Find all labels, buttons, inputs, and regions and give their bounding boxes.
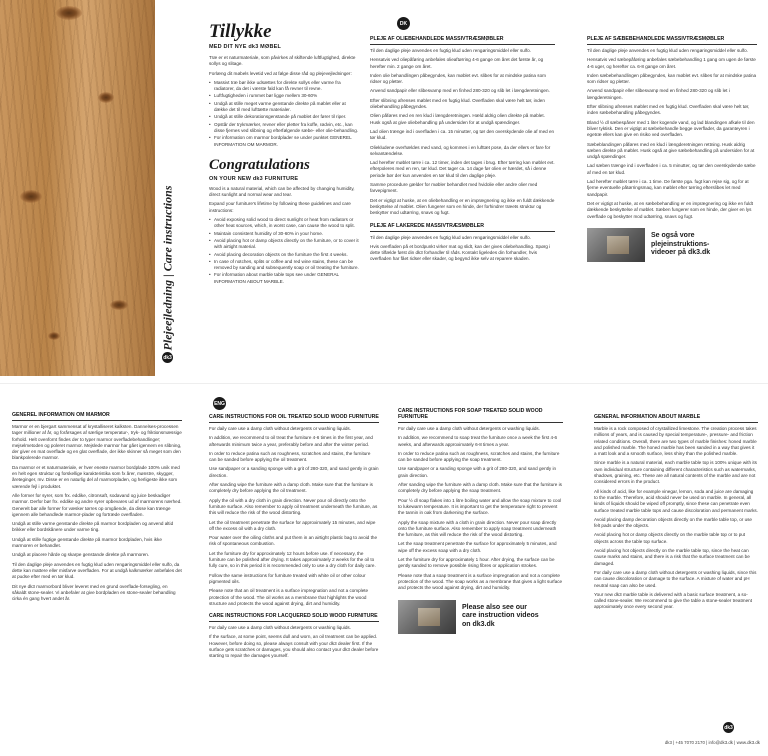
paragraph: Please note that an oil treatment is a surface impregnation and not a complete protection of the wood. The oil works as a membrane that highlights the wood structure and protects the wood against drying, dirt and humidity. (209, 588, 369, 606)
paragraph: After sanding wipe the furniture with a damp cloth. Make sure that the furniture is completely dry before applying the soap treatment. (398, 482, 562, 494)
title-tillykke: Tillykke (209, 21, 272, 42)
section-heading: PLEJE AF LAKEREDE MASSIVTRÆSMØBLER (370, 223, 555, 232)
section-heading: GENEREL INFORMATION OM MARMOR (12, 412, 182, 421)
paragraph: Apply the soap mixture with a cloth in grain direction. Never pour soap directly onto the furniture surface. Also remember to apply soap treatment underneath the furniture, as this will reduce the risk of the wood distorting. (398, 519, 557, 538)
paragraph: Apply the oil with a dry cloth in grain direction. Never pour oil directly onto the furniture surface. Also remember to apply oil treatment underneath the furniture, as this will reduce the risk of the wood distorting. (209, 497, 378, 516)
paragraph: Hvis overfladen på et bordpunkt virker mat og slidt, kan der gives oliebehandling. Spørg i dette tilfælde først din dk3 forhandler til råds. Kontakt ligeledes din forhandler, hvis overfladen har fået ridser eller skader, og begynd ikke selv at reparere skaden. (370, 243, 551, 262)
paragraph: Undgå at placere hårde og skarpe genstande direkte på marmoren. (12, 552, 150, 558)
spine-title: Plejeejledning | Care instructions (160, 185, 175, 351)
list-item: • Maintain consistent humidity of 30-60% in your home. (209, 231, 359, 237)
paragraph: Til den daglige pleje anvendes en fugtig klud uden rengøringsmiddel eller sulfo, da dette kan mattere eller misfarve overfladen. For at undgå kalkmærker anbefales det at pudse efter med en tør klud. (12, 561, 182, 580)
section-heading: CARE INSTRUCTIONS FOR SOAP TREATED SOLID WOOD FURNITURE (398, 408, 563, 423)
paragraph: Til den daglige pleje anvendes en fugtig klud uden rengøringsmiddel eller sulfo. (587, 48, 748, 53)
paragraph: For daily care use a damp cloth without detergents or washing liquids. (209, 426, 351, 431)
paragraph: Use sandpaper or a sanding sponge with a grit of 280-320, and sand gently in grain direction. (398, 466, 557, 478)
paragraph: Det er vigtigt at huske, at en oliebehandling er en imprægnering og ikke en fuldt dækkende beskyttelse af møblet. Olien fungerer som en hinde, der forhindrer træets struktur og beskytter mod udtørring, snavs og fugt. (370, 197, 555, 216)
paragraph: Pour water over the oiling cloths and put them in an airtight plastic bag to avoid the risk of spontaneous combustion. (209, 535, 378, 547)
paragraph: For daily care use a damp cloth without detergents or washing liquids. (209, 625, 351, 631)
list-item: • For information about marble table tops see under GENERAL INFORMATION ABOUT MARBLE. (209, 272, 359, 285)
paragraph: Avoid placing hot or damp objects directly on the marble table top or to put objects across the table top surface. (594, 532, 746, 544)
paragraph: After sanding wipe the furniture with a damp cloth. Make sure that the furniture is completely dry before applying the oil treatment. (209, 482, 373, 494)
paragraph: Since marble is a natural material, each marble table top is 100% unique with its own individual structure containing different characteristics such as watermarks, shadows, graining, etc. These are all natural contents of the marble and are not considered errors in the product. (594, 460, 757, 485)
paragraph: Lad herefter møblet tørre i ca. 12 timer, inden det tages i brug. Efter tørring kan møblet evt. efterpoleres med en ren, tør klud. Det tager ca. 14 dage før olien er hærdet, så i denne periode bør der kun anvendes en tør klud til den daglige pleje. (370, 160, 555, 178)
logo-badge: dk3 (162, 352, 173, 363)
eng-marble-column (594, 414, 758, 614)
list-item: • Opstår der trykmærker, revner eller pletter fra koffe, rødvin, etc., kan disse fjernes ved slibning og efterfølgende sæbe- eller olie-behandling. (209, 122, 359, 135)
paragraph: Let the soap treatment penetrate the surface for approximately 5 minutes, and wipe off the excess soap with a dry cloth. (398, 541, 557, 553)
dk-badge: DK (397, 17, 410, 30)
section-heading: GENERAL INFORMATION ABOUT MARBLE (594, 414, 758, 423)
paragraph: Da marmor er et naturmateriale, er hver eneste marmor bordplade 100% unik med en helt egen struktur og forskellige karakteristika som fx årer, mønstre, skygger, åreteginger, mv. Disse er en naturlig del af marmorpladen, og herligeste ikke som værende fejl i produktet. (12, 464, 180, 489)
list-item: • Avoid exposing solid wood to direct sunlight or heat from radiators or other heat sources, which, in worst case, can cause the wood to split. (209, 217, 359, 230)
paragraph: Sæbeblandingen påføres med en klud i længderetningen rettning. Husk aldrig sæben direkte på møblet. Husk også at give sæbebehandling på undersiden for at undgå spændinger. (587, 141, 755, 160)
footer-contact: dk3 | +45 7070 2170 | info@dk3.dk | www.dk3.dk (664, 740, 760, 745)
paragraph: Hensatvis ved oliepåføring anbefales olieaftørring 4-6 gange om året det første år, og herefter min. 2 gange om året. (370, 57, 544, 69)
paragraph: For daily care use a damp cloth without detergents or washing liquids. (398, 426, 540, 431)
list-item: • Undgå at stille dekorationsgenstande på møblet der fører til riper. (209, 114, 359, 120)
paragraph: Det er vigtigt at huske, at en sæbebehandling er en imprægnering og ikke en fuldt dækkende beskyttelse af møblet. Sæben fungerer som en hinde, der giver en lys overflade og beskytter mod udtørring, snavs og fugt. (587, 200, 753, 219)
list-item: • Avoid placing hot or damp objects directly on the furniture, or to cover it with airtight material. (209, 238, 359, 251)
paragraph: Pour ½ dl soap flakes into 1 litre boiling water and allow the soap mixture to cool to lukewarm temperature. It is important to get the temperature right to prevent the tannin in oak from darkening the surface. (398, 497, 562, 516)
paragraph: Expand your furniture's lifetime by following these guidelines and care instructions: (209, 201, 351, 213)
paragraph: For daily care use a damp cloth without detergents or washing liquids, since this can cause discoloration or damage to the surface. A mixture of water and pH neutral soap can also be used. (594, 569, 757, 588)
paragraph: If the surface, at some point, seems dull and worn, an oil treatment can be applied. However, before doing so, please always consult with your dk3 dealer first. If the surface gets scratches or damages, you should also contact your dk3 dealer before starting to repair the damages yourself. (209, 634, 379, 659)
title-congratulations: Congratulations (209, 156, 310, 173)
dk-oil-column (370, 36, 555, 266)
paragraph: Avoid placing damp decoration objects directly on the marble table top, or use felt pads under the objects. (594, 516, 752, 529)
video-caption: Se også vore plejeinstruktions-videoer på dk3.dk (651, 232, 711, 257)
list-item: • Undgå at stille meget varme genstande direkte på møblet eller at dække det til med lufttætte materialer. (209, 101, 359, 114)
paragraph: Follow the same instructions for furniture treated with white oil or other colour pigmented oils. (209, 572, 366, 584)
paragraph: Forlæng dit møbels levetid ved at følge disse råd og plejevejledninger: (209, 70, 352, 76)
paragraph: Til den daglige pleje anvendes en fugtig klud uden rengøringsmiddel eller sulfo. (370, 234, 531, 240)
dk-marble-column (12, 412, 182, 605)
wood-photo (0, 0, 155, 376)
paragraph: Inden sæbebehandlingen påbegyndes, kan møblet evt. slibes for at mindske patina som ridser og pletter. (587, 72, 757, 85)
paragraph: Inden olie behandlingen påbegyndes, kan møblet evt. slibes for at mindske patina som ridser og pletter. (370, 72, 546, 85)
video-thumbnail[interactable] (398, 600, 456, 634)
paragraph: Lad sæben trænge ind i overfladen i ca. 5 minutter, og tør den overskydende sæbe af med en tør klud. (587, 163, 756, 175)
subtitle-dk: MED DIT NYE dk3 MØBEL (209, 44, 282, 50)
list-item: • For information om marmor bordplader se under punktet GENEREL INFORMATION OM MARMOR. (209, 135, 359, 148)
paragraph: Avoid placing hot objects directly on the marble table top, since the heat can cause marks and stains, and there is a risk that the surface treatment can be damaged. (594, 548, 750, 566)
paragraph: Træ er et naturmateriale, som påvirkes af skiftende luftfugtighed, direkte sollys og slitage. (209, 55, 356, 67)
paragraph: Bland ½ dl sæbespåner med 1 liter kogende vand, og lad blandingen afkøle til den bliver tyktisk. Den er vigtigt at sæbebehandle begge overflader, da garanteyren i egetræ ellers kan give en risiko ved overfladen. (587, 119, 755, 138)
paragraph: Let the furniture dry for approximately 12 hours before use. If necessary, the furniture can be polished after drying. It takes approximately 2 weeks for the oil to fully cure, so in this period it is recommended only to use a dry cloth for daily care. (209, 550, 376, 569)
paragraph: Anvend sandpapir eller slibesvamp med en finhed 280-320 og slib let i længderetningen. (370, 88, 550, 94)
logo-badge-bottom: dk3 (723, 722, 734, 733)
section-heading: PLEJE AF SÆBEBEHANDLEDE MASSIVTRÆSMØBLER (587, 36, 757, 45)
eng-soap-column (398, 408, 563, 634)
paragraph: Til den daglige pleje anvendes en fugtig klud uden rengøringsmiddel eller sulfo. (370, 48, 531, 53)
bullet-list-en (209, 217, 359, 285)
paragraph: Anvend sandpapir eller slibesvamp med en finhed 280-320 og slib let i længderetningen. (587, 88, 730, 100)
paragraph: In order to reduce patina such as roughness, scratches and stains, the furniture can be sanded before applying the soap treatment. (398, 450, 560, 463)
paragraph: Your new dk3 marble table is delivered with a basic surface treatment, a so-called stone-sealer. We recommend to give the table a stone-sealer treatment approximately once every second year. (594, 591, 752, 610)
list-item: • Luftfugtigheden i rummet bør ligge mellem 30-60% (209, 93, 359, 99)
intro-column (209, 22, 359, 286)
paragraph: Undgå at stille fugtige genstande direkte på marmor bordpladen, hvis ikke marmoren er behandlet. (12, 536, 162, 549)
paragraph: Use sandpaper or a sanding sponge with a grit of 280-320, and sand gently in grain direction. (209, 466, 379, 478)
video-thumbnail[interactable] (587, 228, 645, 262)
paragraph: Efter slibning afrenses møblet med en fugtig klud. Overfladen skal være helt tør, inden sæbebehandling påbegyndes. (587, 104, 750, 116)
page-divider (0, 383, 768, 384)
section-heading: PLEJE AF OLIEBEHANDLEDE MASSIVTRÆSMØBLER (370, 36, 555, 45)
paragraph: Please note that a soap treatment is a surface impregnation and not a complete protection of the wood. The soap works as a membrane that gives a light surface and protects the wood against drying, dirt and humidity. (398, 572, 563, 591)
paragraph: Efter slibning afrenses møblet med en fugtig klud. Overfladen skal være helt tør, inden oliebehandling påbegyndes. (370, 97, 545, 110)
section-heading: CARE INSTRUCTIONS FOR LACQUERED SOLID WOOD FURNITURE (209, 613, 379, 622)
paragraph: In addition, we recommend to soap treat the furniture once a week the first 4-6 weeks, and afterwards approximately 6-8 times a year. (398, 435, 558, 447)
paragraph: Samme procedure gælder for møbler behandlet med hvidolie eller andre olier med farvepigment. (370, 182, 538, 194)
paragraph: Olien påføres med en ren klud i længderetningen. Hæld aldrig olien direkte på møblet. Husk også at give oliebehandling på undersiden for at undgå spændinger. (370, 113, 545, 125)
bullet-list-dk (209, 80, 359, 148)
eng-badge: ENG (213, 397, 226, 410)
paragraph: In addition, we recommend to oil treat the furniture 4-6 times in the first year, and afterwards minimum twice a year, preferably before and after the winter period. (209, 435, 373, 447)
dk-soap-column (587, 36, 757, 262)
paragraph: All kinds of acid, like for example vinegar, lemon, soda and juice are damaging to the marble. Therefore, acid should never be used on marble. In general, all kinds of liquids should be wiped off promptly, since these can penetrate even surface treated marble table tops and cause discoloration and permanent marks. (594, 488, 758, 513)
paragraph: Let the oil treatment penetrate the surface for approximately 15 minutes, and wipe off the excess oil with a dry cloth. (209, 519, 376, 531)
paragraph: Undgå at stille varme genstande direkte på marmor bordpladen og anvend altid brikker eller bordskånere under varme ting. (12, 521, 174, 533)
paragraph: Marble is a rock composed of crystallized limestone. The creation process takes millions of years, and is caused by special temperature-, pressure- and friction related conditions. Overall, there are two types of marble finishes: honed marble and polished marble. The honed marble has been sanded in a way that gives it a matt look and a smooth surface, less shiny than the polished marble. (594, 426, 757, 457)
paragraph: Marmor er en bjergart sammensat af krystalliseret kalksten. Dannelses-processen tager millioner af år, og forårsages af særlige temperatur-, tryk- og friktionsmæssige forhold. Helt ovenfornt findes der to typer marmor overfladebehandlinger; mejselmetoden og poleret marmor. Mejslede marmor har gået igennem en slibning, der giver en mat overflade og en glat overflade, der ikke skinner så meget som den blankpolerede marmor. (12, 424, 182, 461)
list-item: • Massivt træ bør ikke udsættes for direkte sollys eller varme fra radiatorer, da det i værste fald kan få revner til revne. (209, 80, 359, 93)
list-item: • In case of notches, splits or coffee and red wine stains, these can be removed by sanding and subsequently soap or oil treating the furniture. (209, 259, 359, 272)
paragraph: Lad herefter møblet tørre i ca. 1 time. De første pga. fugt kan rejse sig, og for at fjerne eventuelle påtørringsmaq, kan møblet efter tørring efterslibes let med sandpapir. (587, 179, 749, 197)
eng-oil-column (209, 414, 379, 663)
paragraph: Wood is a natural material, which can be affected by changing humidity, direct sunlight and normal wear and tear. (209, 185, 355, 198)
paragraph: Alle former for syrer, som frx. eddike, citronsaft, sodavand og juice beskadiger marmor. Derfor bør frx. eddike og andre syrer opbevares ud af marmorens nærhed. Generelt bør alle former for væsker tørres op omgående, da disse kan trænge igennem alle behandlede marmor-plader og fortræde overfladen. (12, 492, 182, 517)
subtitle-en: ON YOUR NEW dk3 FURNITURE (209, 175, 299, 182)
video-promo-dk[interactable] (587, 228, 757, 262)
paragraph: Let the furniture dry for approximately 1 hour. After drying, the surface can be gently sanded to remove possible rising fibres or application strokes. (398, 557, 555, 569)
section-heading: CARE INSTRUCTIONS FOR OIL TREATED SOLID WOOD FURNITURE (209, 414, 379, 423)
list-item: • Avoid placing decoration objects on the furniture the first 4 weeks. (209, 252, 359, 258)
video-promo-en[interactable] (398, 600, 563, 634)
paragraph: Lad olien trænge ind i overfladen i ca. 15 minutter, og tør den overskydende olie af med en tør klud. (370, 128, 555, 141)
paragraph: Hensatvis ved sæbepåføring anbefales sæbebehandling 1 gang om ugen de første 4-6 uger, og herefter ca. 6-8 gange om året. (587, 57, 756, 69)
paragraph: Dit nye dk3 marmorbord bliver leveret med en grund overflade-forsegling, en såkaldt stone-sealer. Vi anbefaler at give bordpladen en stone-sealer behandling cirka én gang hvert andet år. (12, 583, 176, 602)
video-caption: Please also see our care instruction videos on dk3.dk (462, 603, 539, 628)
paragraph: In order to reduce patina such as roughness, scratches and stains, the furniture can be sanded before applying the oil treatment. (209, 450, 371, 463)
paragraph: Oliekludene overhældes med vand, og kommes i en lufttæt pose, da der ellers er fare for selvantændelse. (370, 144, 551, 156)
